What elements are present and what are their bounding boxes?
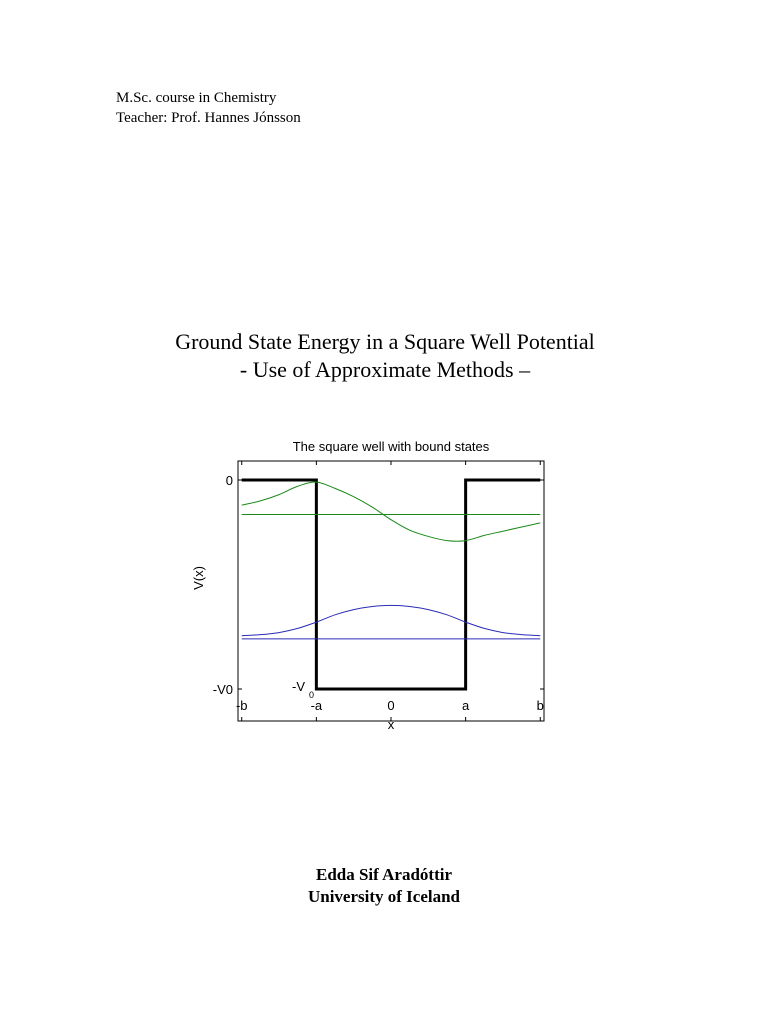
square-well-chart [191,430,555,732]
x-tick-label: -b [235,698,248,713]
y-tick-label: 0 [225,473,233,488]
y-tick-label: -V0 [212,682,233,697]
chart-background [195,430,555,722]
x-tick-label: -a [310,698,323,713]
annotation-subscript: 0 [309,690,315,700]
course-line: M.Sc. course in Chemistry [116,90,277,106]
title-line-2: - Use of Approximate Methods – [239,357,531,382]
x-axis-label: x [387,717,395,732]
square-well-figure [191,430,555,732]
chart-title: The square well with bound states [292,439,490,454]
document-title [0,328,768,384]
author-block [0,864,768,908]
x-tick-label: b [536,698,544,713]
annotation-label: -V [292,679,305,694]
author-affiliation: University of Iceland [307,887,461,906]
x-tick-label: a [462,698,470,713]
title-line-1: Ground State Energy in a Square Well Potential [175,329,595,354]
teacher-line: Teacher: Prof. Hannes Jónsson [116,110,301,126]
x-tick-label: 0 [387,698,395,713]
y-axis-label: V(x) [191,566,206,590]
author-name: Edda Sif Aradóttir [315,865,453,884]
course-header [116,88,301,128]
